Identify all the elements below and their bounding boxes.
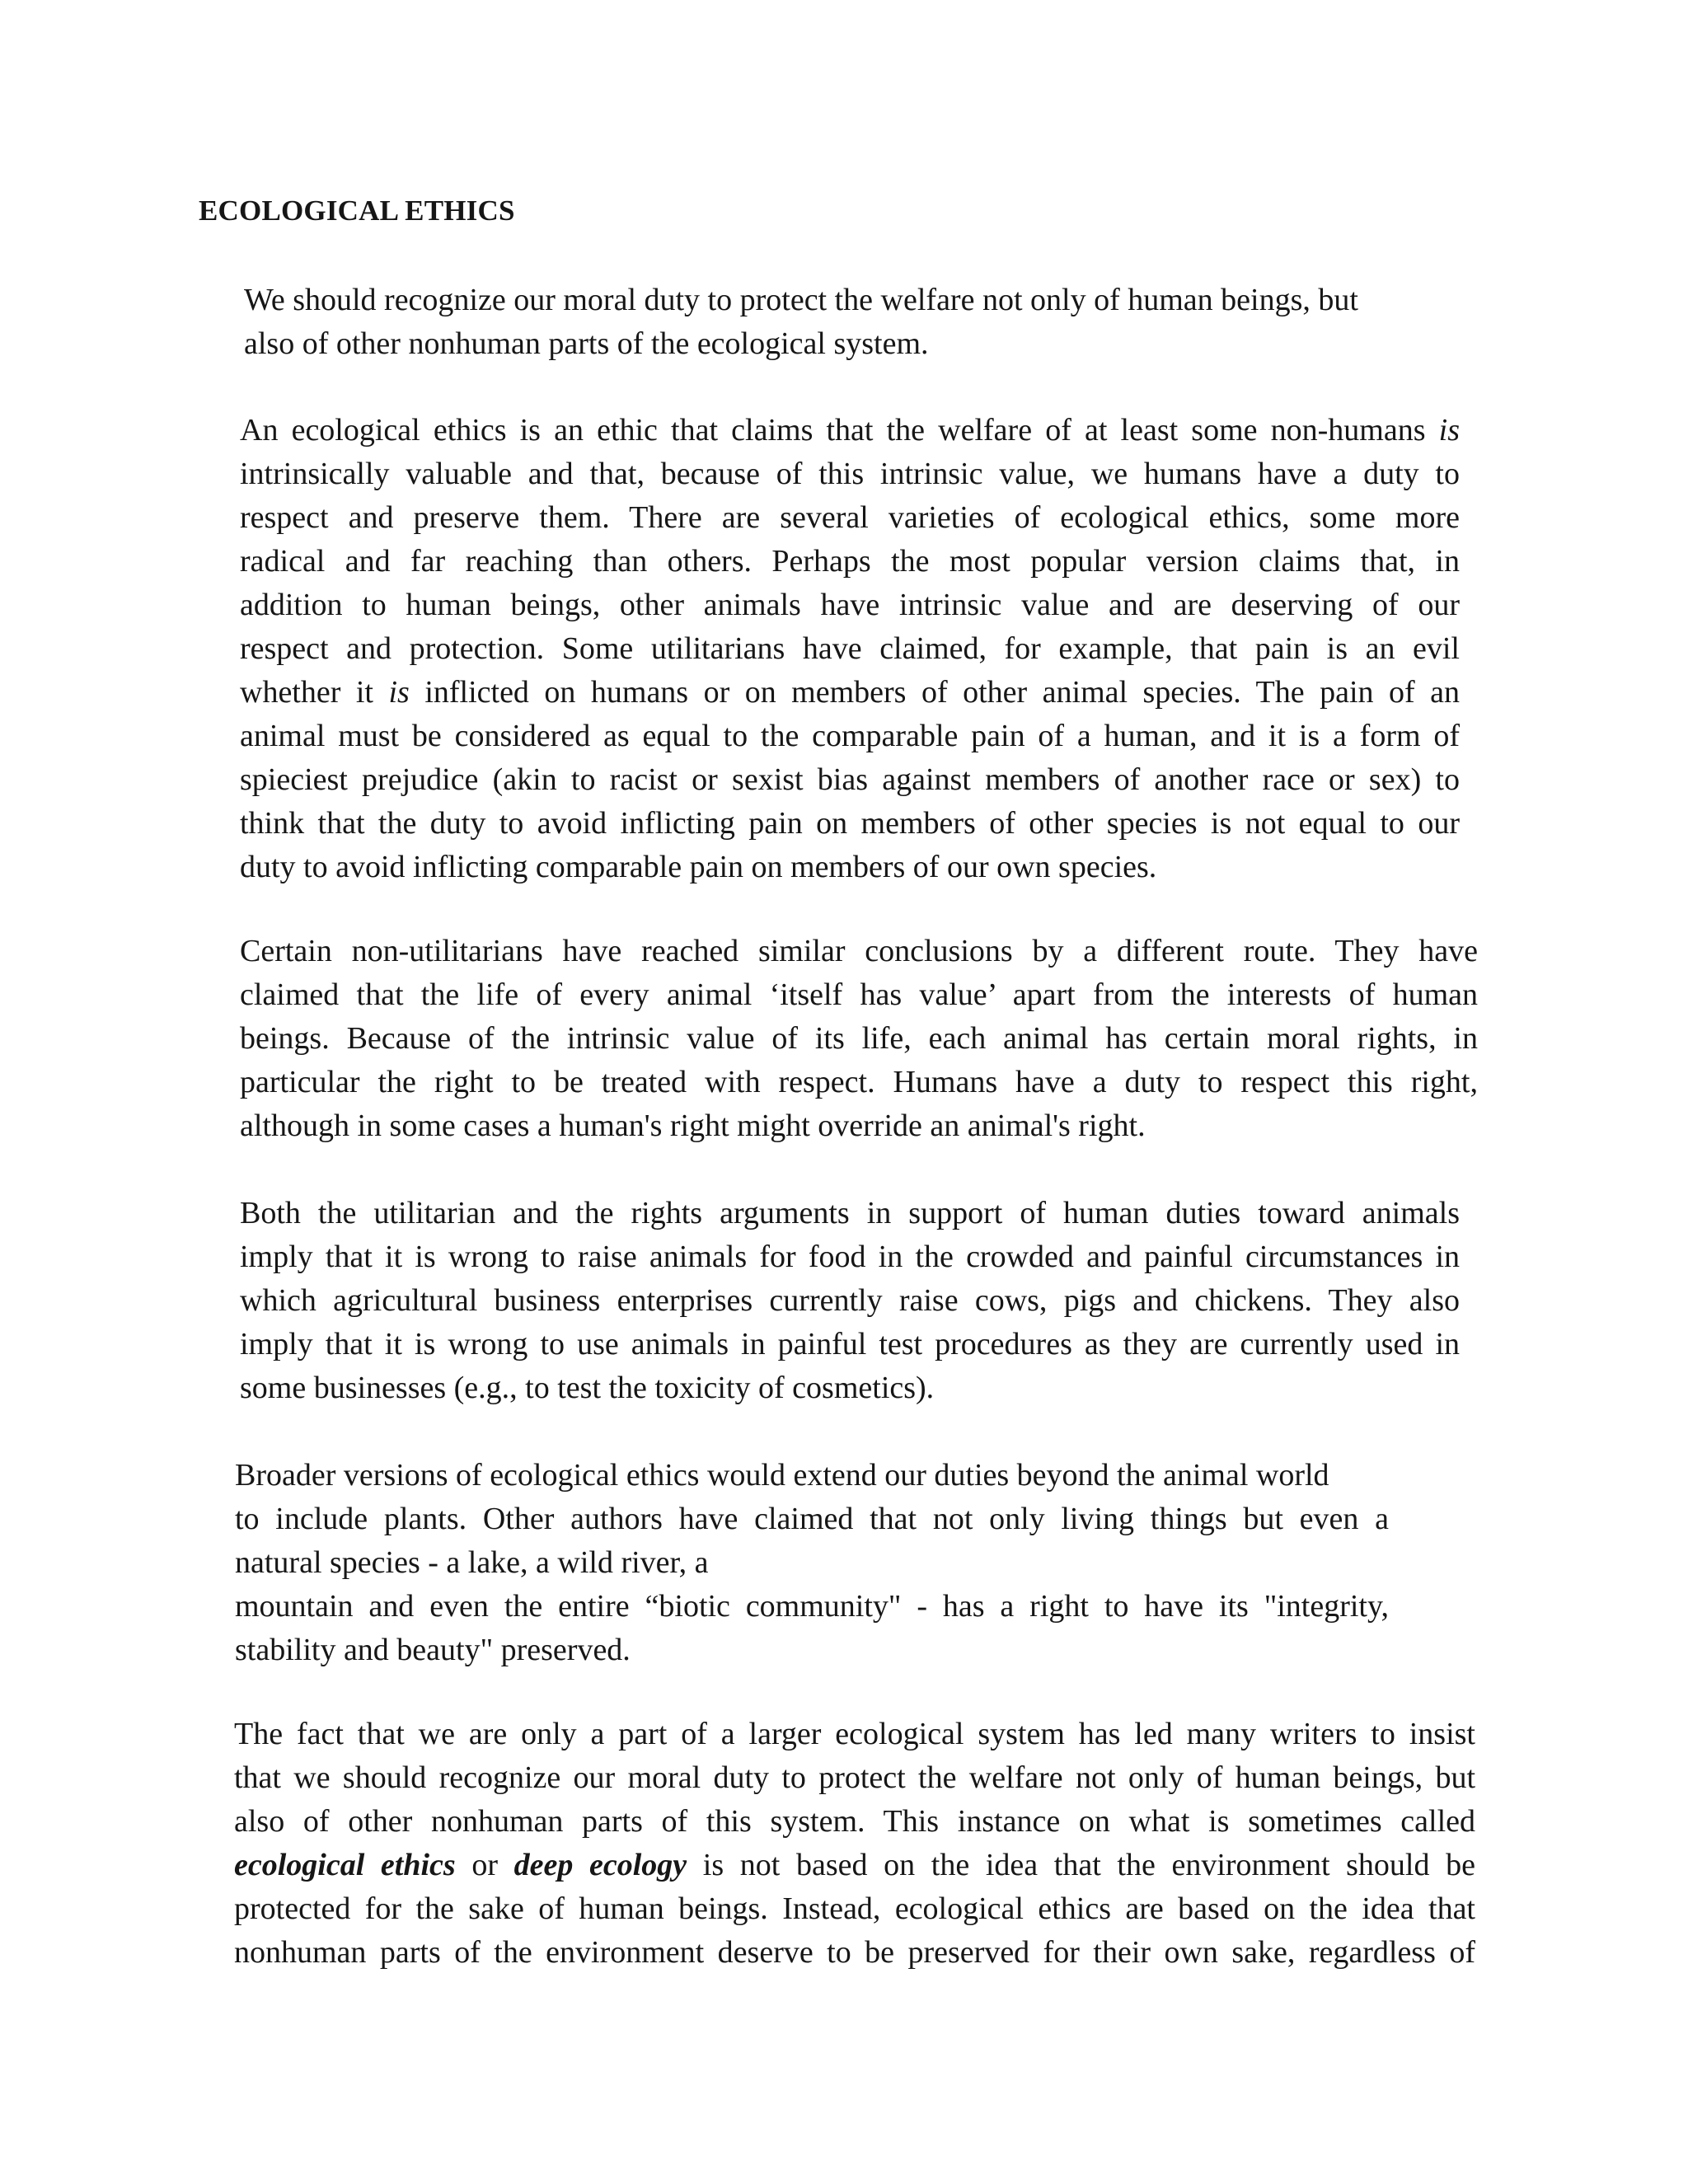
text-line: ecological ethics or deep ecology is not based on the idea that the environment should be (234, 1848, 1475, 1882)
text-line: The fact that we are only a part of a larger ecological system has led many writers to insist (234, 1717, 1475, 1751)
text-line: Both the utilitarian and the rights arguments in support of human duties toward animals (240, 1196, 1460, 1230)
document-title: ECOLOGICAL ETHICS (199, 194, 515, 227)
text-line: animal must be considered as equal to the comparable pain of a human, and it is a form of (240, 719, 1460, 753)
emphasis: is (1438, 413, 1461, 448)
text-line: beings. Because of the intrinsic value of its life, each animal has certain moral rights, in (240, 1021, 1478, 1056)
text-line: radical and far reaching than others. Perhaps the most popular version claims that, in (240, 544, 1460, 579)
emphasis: is (388, 675, 410, 710)
text-line: spieciest prejudice (akin to racist or sexist bias against members of another race or sex) to (240, 762, 1460, 797)
paragraph-broader-versions (235, 1454, 1389, 1672)
paragraph-non-utilitarians (240, 930, 1478, 1148)
text-line: Broader versions of ecological ethics would extend our duties beyond the animal world (235, 1458, 1329, 1493)
text-line: particular the right to be treated with respect. Humans have a duty to respect this right, (240, 1065, 1478, 1099)
text-line: also of other nonhuman parts of this system. This instance on what is sometimes called (234, 1804, 1475, 1839)
text-line: imply that it is wrong to raise animals for food in the crowded and painful circumstances in (240, 1240, 1460, 1274)
text-line: that we should recognize our moral duty to protect the welfare not only of human beings, but (234, 1760, 1475, 1795)
text-line: stability and beauty" preserved. (235, 1633, 631, 1667)
term-ecological-ethics: ecological ethics (234, 1848, 456, 1882)
text-line: claimed that the life of every animal ‘itself has value’ apart from the interests of human (240, 977, 1478, 1012)
text-line: whether it is inflicted on humans or on members of other animal species. The pain of an (240, 675, 1460, 710)
text-line: although in some cases a human's right might override an animal's right. (240, 1108, 1146, 1143)
text-line: which agricultural business enterprises currently raise cows, pigs and chickens. They also (240, 1283, 1460, 1318)
text-line: think that the duty to avoid inflicting pain on members of other species is not equal to our (240, 806, 1460, 841)
term-deep-ecology: deep ecology (513, 1848, 687, 1882)
text-line: nonhuman parts of the environment deserve to be preserved for their own sake, regardless of (234, 1935, 1475, 1970)
text-line: duty to avoid inflicting comparable pain on members of our own species. (240, 850, 1157, 884)
text-line: respect and preserve them. There are several varieties of ecological ethics, some more (240, 500, 1460, 535)
text-line: protected for the sake of human beings. Instead, ecological ethics are based on the idea that (234, 1891, 1475, 1926)
text-line: mountain and even the entire “biotic community" - has a right to have its "integrity, (235, 1589, 1389, 1624)
text-line: We should recognize our moral duty to protect the welfare not only of human beings, but (244, 283, 1358, 317)
intro-statement (244, 279, 1456, 366)
text-line: some businesses (e.g., to test the toxicity of cosmetics). (240, 1371, 935, 1405)
paragraph-utilitarian-and-rights (240, 1192, 1460, 1410)
paragraph-ecological-ethics-definition (240, 409, 1460, 889)
text-line: respect and protection. Some utilitarians have claimed, for example, that pain is an evil (240, 631, 1460, 666)
text-line: natural species - a lake, a wild river, a (235, 1545, 709, 1580)
text-line: addition to human beings, other animals have intrinsic value and are deserving of our (240, 588, 1460, 622)
text-line: Certain non-utilitarians have reached similar conclusions by a different route. They have (240, 934, 1478, 968)
text-line: imply that it is wrong to use animals in painful test procedures as they are currently used in (240, 1327, 1460, 1361)
text-line: intrinsically valuable and that, because of this intrinsic value, we humans have a duty to (240, 457, 1460, 491)
text-line: also of other nonhuman parts of the ecological system. (244, 326, 929, 361)
text-line: to include plants. Other authors have claimed that not only living things but even a (235, 1502, 1389, 1536)
text-line: An ecological ethics is an ethic that claims that the welfare of at least some non-humans is (240, 413, 1461, 448)
paragraph-deep-ecology (234, 1713, 1475, 1975)
